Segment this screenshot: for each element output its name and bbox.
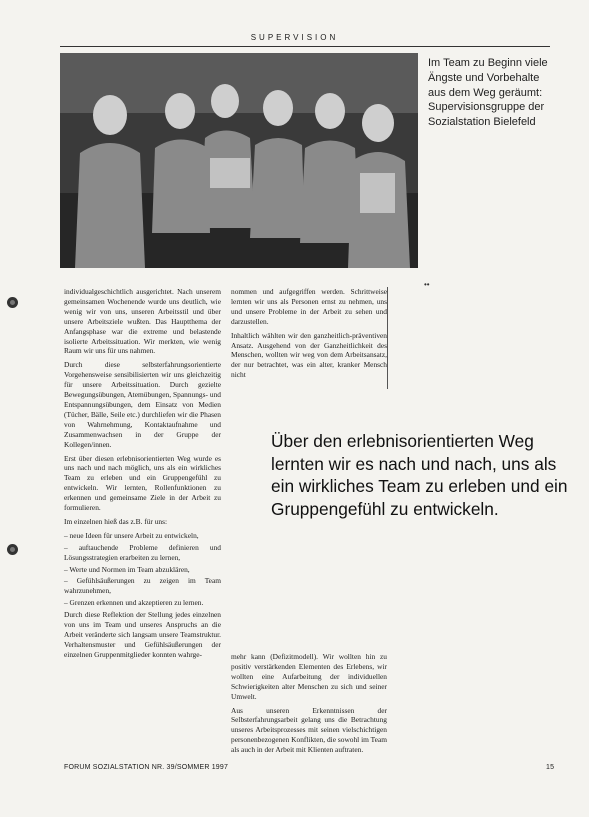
- list-item: – auftauchende Probleme definieren und Lösungsstrategien erarbeiten zu lernen,: [64, 542, 221, 562]
- list-item: – Werte und Normen im Team abzuklären,: [64, 564, 190, 574]
- paragraph: mehr kann (Defizitmodell). Wir wollten hin zu positiv verstärkenden Elementen des Erlebens, wir wollten eine Aufarbeitung der individuellen Schwierigkeiten alter Menschen zu sich und seiner Umwelt.: [231, 652, 387, 701]
- margin-marks: ••: [424, 280, 430, 289]
- punch-hole: [7, 544, 18, 555]
- punch-hole: [7, 297, 18, 308]
- page-number: 15: [546, 764, 555, 771]
- paragraph: Inhaltlich wählten wir den ganzheitlich-präventiven Ansatz. Ausgehend von der Ganzheitlichkeit des Menschen, wollten wir weg von dem Arbeitsansatz, der nur betrachtet, was ein alter, kranker Mensch nicht: [231, 330, 387, 380]
- list-item: – Gefühlsäußerungen zu zeigen im Team wahrzunehmen,: [64, 576, 221, 596]
- group-photo-icon: [60, 53, 418, 268]
- paragraph: Im einzelnen hieß das z.B. für uns:: [64, 516, 168, 526]
- list-item: – Grenzen erkennen und akzeptieren zu lernen.: [64, 598, 204, 608]
- right-column-bottom: [231, 652, 387, 759]
- list-item: – neue Ideen für unsere Arbeit zu entwickeln,: [64, 530, 199, 540]
- group-photo: [60, 53, 418, 268]
- footer-journal: FORUM SOZIALSTATION NR. 39/SOMMER 1997: [64, 764, 229, 771]
- paragraph: individualgeschichtlich ausgerichtet. Nach unserem gemeinsamen Wochenende wurde uns deutlich, wie wenig wir von uns, unseren Arbeitsstil und über unsere Arbeitsziele wußten. Das Hauptthema der Anfangsphase war die extreme und belastende isolierte Arbeitssituation. Wir merkten, wie wenig Raum wir uns für uns nahmen.: [64, 287, 221, 356]
- paragraph: Erst über diesen erlebnisorientierten Weg wurde es uns nach und nach möglich, uns als ein wirkliches Team zu erleben und ein Gruppengefühl zu entwickeln. Wir lernten, Rollenfunktionen zu erkennen und gemeinsame Ziele in der Arbeit zu formulieren.: [64, 453, 221, 513]
- paragraph: Aus unseren Erkenntnissen der Selbsterfahrungsarbeit gelang uns die Betrachtung unseres Arbeitsprozesses mit seinen vielschichtigen personenbezogenen Konflikten, die sowohl im Team als auch in der Arbeit mit Klienten auftraten.: [231, 705, 387, 755]
- header-rule: [60, 46, 550, 47]
- photo-caption: Im Team zu Beginn viele Ängste und Vorbehalte aus dem Weg geräumt: Supervisionsgruppe der Sozialstation Bielefeld: [428, 57, 548, 129]
- left-column: [64, 287, 221, 664]
- paragraph: Durch diese selbsterfahrungsorientierte Vorgehensweise sensibilisierten wir uns gleichzeitig für unsere Arbeitssituation. Durch gezielte Bewegungsübungen, Atemübungen, Spannungs- und Entspannungsübungen, dem Einsatz von Medien (Tücher, Bälle, Seile etc.) durchliefen wir die Phasen von Wahrnehmung, Kontaktaufnahme und Zusammenwachsen in der Gruppe der Kollegen/innen.: [64, 360, 221, 449]
- pull-quote: Über den erlebnisorientierten Weg lernten wir es nach und nach, uns als ein wirkliches Team zu erleben und ein Gruppengefühl zu entwickeln.: [271, 431, 568, 519]
- right-column-top: [231, 287, 387, 384]
- section-header: SUPERVISION: [250, 33, 339, 42]
- paragraph: Durch diese Reflektion der Stellung jedes einzelnen von uns im Team und unseres Anspruchs an die Arbeit veränderte sich langsam unsere Teamstruktur. Verhaltensmuster und Gefühlsäußerungen der einzelnen Gruppenmitglieder konnten wahrge-: [64, 610, 221, 659]
- column-rule: [387, 287, 388, 389]
- paragraph: nommen und aufgegriffen werden. Schrittweise lernten wir uns als Personen ernst zu nehmen, uns und unsere Probleme in der Arbeit zu sehen und darzustellen.: [231, 287, 387, 326]
